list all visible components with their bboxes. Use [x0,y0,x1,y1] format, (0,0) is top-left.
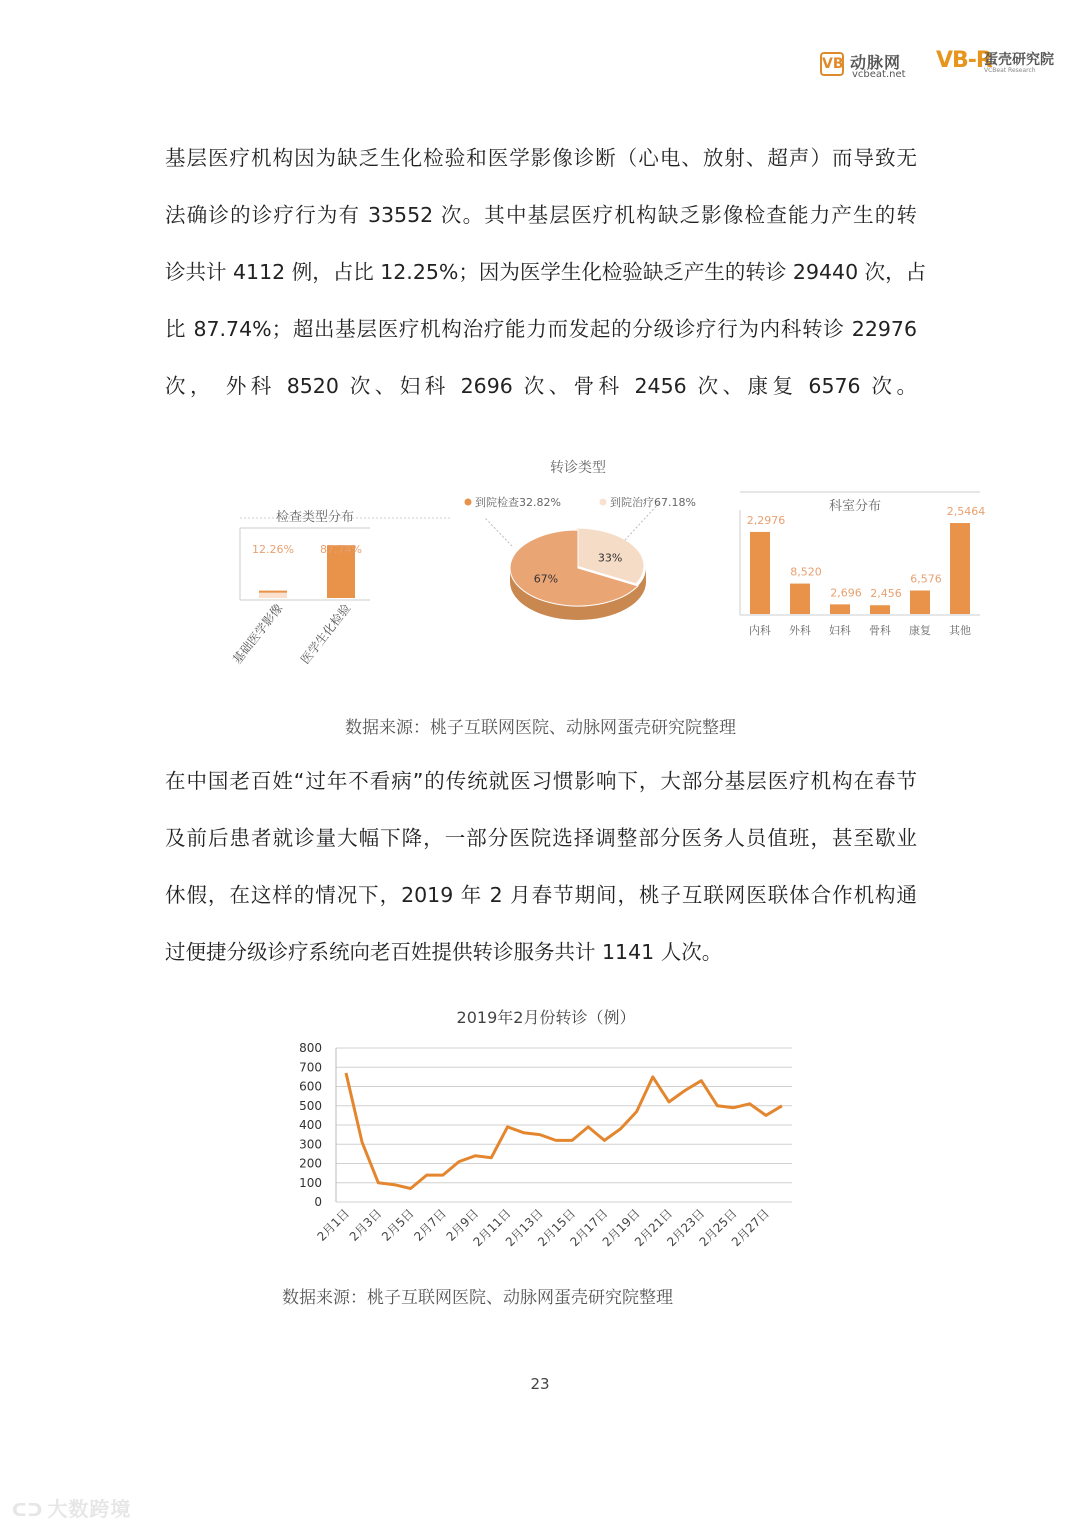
paragraph-2-line: 过便捷分级诊疗系统向老百姓提供转诊服务共计 1141 人次。 [165,940,723,964]
department-value-label: 6,576 [910,572,942,586]
y-tick-label: 800 [299,1041,322,1055]
x-tick-label: 2月11日 [470,1206,514,1250]
x-tick-label: 2月21日 [632,1206,676,1250]
paragraph-1-line: 次， 外科 8520 次、妇科 2696 次、骨科 2456 次、康复 6576 次。 [165,374,917,398]
vcbeat-logo-mark: VB [820,52,844,76]
exam-type-category-label: 医学生化检验 [297,601,354,667]
department-value-label: 2,2976 [746,513,786,527]
y-tick-label: 500 [299,1098,322,1113]
y-tick-label: 400 [299,1118,322,1132]
x-tick-label: 2月3日 [346,1206,385,1244]
x-tick-label: 2月17日 [567,1206,611,1250]
watermark-logo-icon: ᑕᑐ [12,1500,44,1521]
feb-referrals-chart-title: 2019年2月份转诊（例） [456,1008,636,1027]
pie-slice-label: 67% [533,572,559,586]
paragraph-1 [165,142,927,427]
y-tick-label: 0 [314,1195,322,1209]
x-tick-label: 2月25日 [696,1206,740,1250]
department-category-label: 外科 [789,624,811,637]
exam-type-chart-title: 检查类型分布 [275,510,355,525]
vcbeat-research-logo-name: 蛋壳研究院 [984,52,1054,68]
figure-1-referral-charts [200,450,1000,690]
x-tick-label: 2月1日 [314,1206,353,1244]
department-bar [830,604,850,614]
referral-type-legend-swatch [600,499,607,506]
x-tick-label: 2月7日 [411,1206,450,1244]
paragraph-2 [165,765,917,993]
exam-type-category-label: 基础医学影像 [229,601,286,667]
department-category-label: 骨科 [869,624,891,637]
department-bar [750,532,770,614]
figure-2-feb-referrals-line-chart [280,995,820,1270]
x-tick-label: 2月5日 [379,1206,417,1244]
vcbeat-logo-url: vcbeat.net [852,69,906,80]
department-value-label: 2,456 [870,587,902,601]
vcbeat-research-logo-mark: VB-R [936,48,992,73]
department-category-label: 其他 [949,624,971,637]
paragraph-1-line: 诊共计 4112 例，占比 12.25%；因为医学生化检验缺乏产生的转诊 29440 次，占 [165,260,927,284]
y-tick-label: 100 [299,1175,322,1190]
exam-type-bar-cap [259,591,287,593]
y-tick-label: 700 [299,1060,322,1075]
paragraph-2-line: 及前后患者就诊量大幅下降，一部分医院选择调整部分医务人员值班，甚至歇业 [165,826,917,850]
paragraph-1-line: 基层医疗机构因为缺乏生化检验和医学影像诊断（心电、放射、超声）而导致无 [165,146,917,170]
y-tick-label: 300 [299,1137,322,1152]
x-tick-label: 2月13日 [502,1206,546,1250]
department-bar [910,591,930,614]
department-category-label: 康复 [909,624,931,637]
y-tick-label: 200 [299,1156,322,1171]
department-chart-title: 科室分布 [828,499,882,514]
x-tick-label: 2月23日 [664,1206,708,1250]
vcbeat-logo-name: 动脉网 [850,53,902,72]
referral-type-legend-label: 到院检查32.82% [475,496,561,509]
vcbeat-logo [820,50,920,80]
feb-referrals-series-line [346,1073,782,1189]
department-category-label: 妇科 [829,624,851,637]
department-value-label: 8,520 [790,565,822,579]
department-bar [870,605,890,614]
figure-2-caption: 数据来源：桃子互联网医院、动脉网蛋壳研究院整理 [282,1288,673,1308]
watermark [12,1493,131,1522]
figure-1-caption: 数据来源：桃子互联网医院、动脉网蛋壳研究院整理 [345,718,736,738]
department-value-label: 2,696 [830,586,862,600]
x-tick-label: 2月9日 [443,1206,482,1244]
referral-type-chart-title: 转诊类型 [550,460,606,476]
page-number: 23 [530,1375,550,1393]
vcbeat-research-logo-sub: VCBeat Research [984,67,1036,74]
paragraph-1-line: 比 87.74%；超出基层医疗机构治疗能力而发起的分级诊疗行为内科转诊 22976 [165,317,917,341]
department-bar [950,523,970,614]
paragraph-2-line: 休假，在这样的情况下，2019 年 2 月春节期间，桃子互联网医联体合作机构通 [165,883,917,907]
y-tick-label: 600 [299,1079,322,1094]
paragraph-2-line: 在中国老百姓“过年不看病”的传统就医习惯影响下，大部分基层医疗机构在春节 [165,769,917,793]
watermark-text: 大数跨境 [47,1497,132,1521]
exam-type-value-label: 87.74% [320,543,362,556]
x-tick-label: 2月27日 [728,1206,772,1250]
department-category-label: 内科 [749,624,771,637]
x-tick-label: 2月19日 [599,1206,643,1250]
paragraph-1-line: 法确诊的诊疗行为有 33552 次。其中基层医疗机构缺乏影像检查能力产生的转 [165,203,917,227]
department-bar [790,584,810,614]
referral-type-legend-swatch [465,499,472,506]
department-value-label: 2,5464 [946,505,986,519]
vcbeat-research-logo [936,48,1056,80]
x-tick-label: 2月15日 [535,1206,579,1250]
referral-type-legend-label: 到院治疗67.18% [610,496,696,509]
pie-slice-label: 33% [597,551,623,565]
exam-type-value-label: 12.26% [252,543,294,556]
